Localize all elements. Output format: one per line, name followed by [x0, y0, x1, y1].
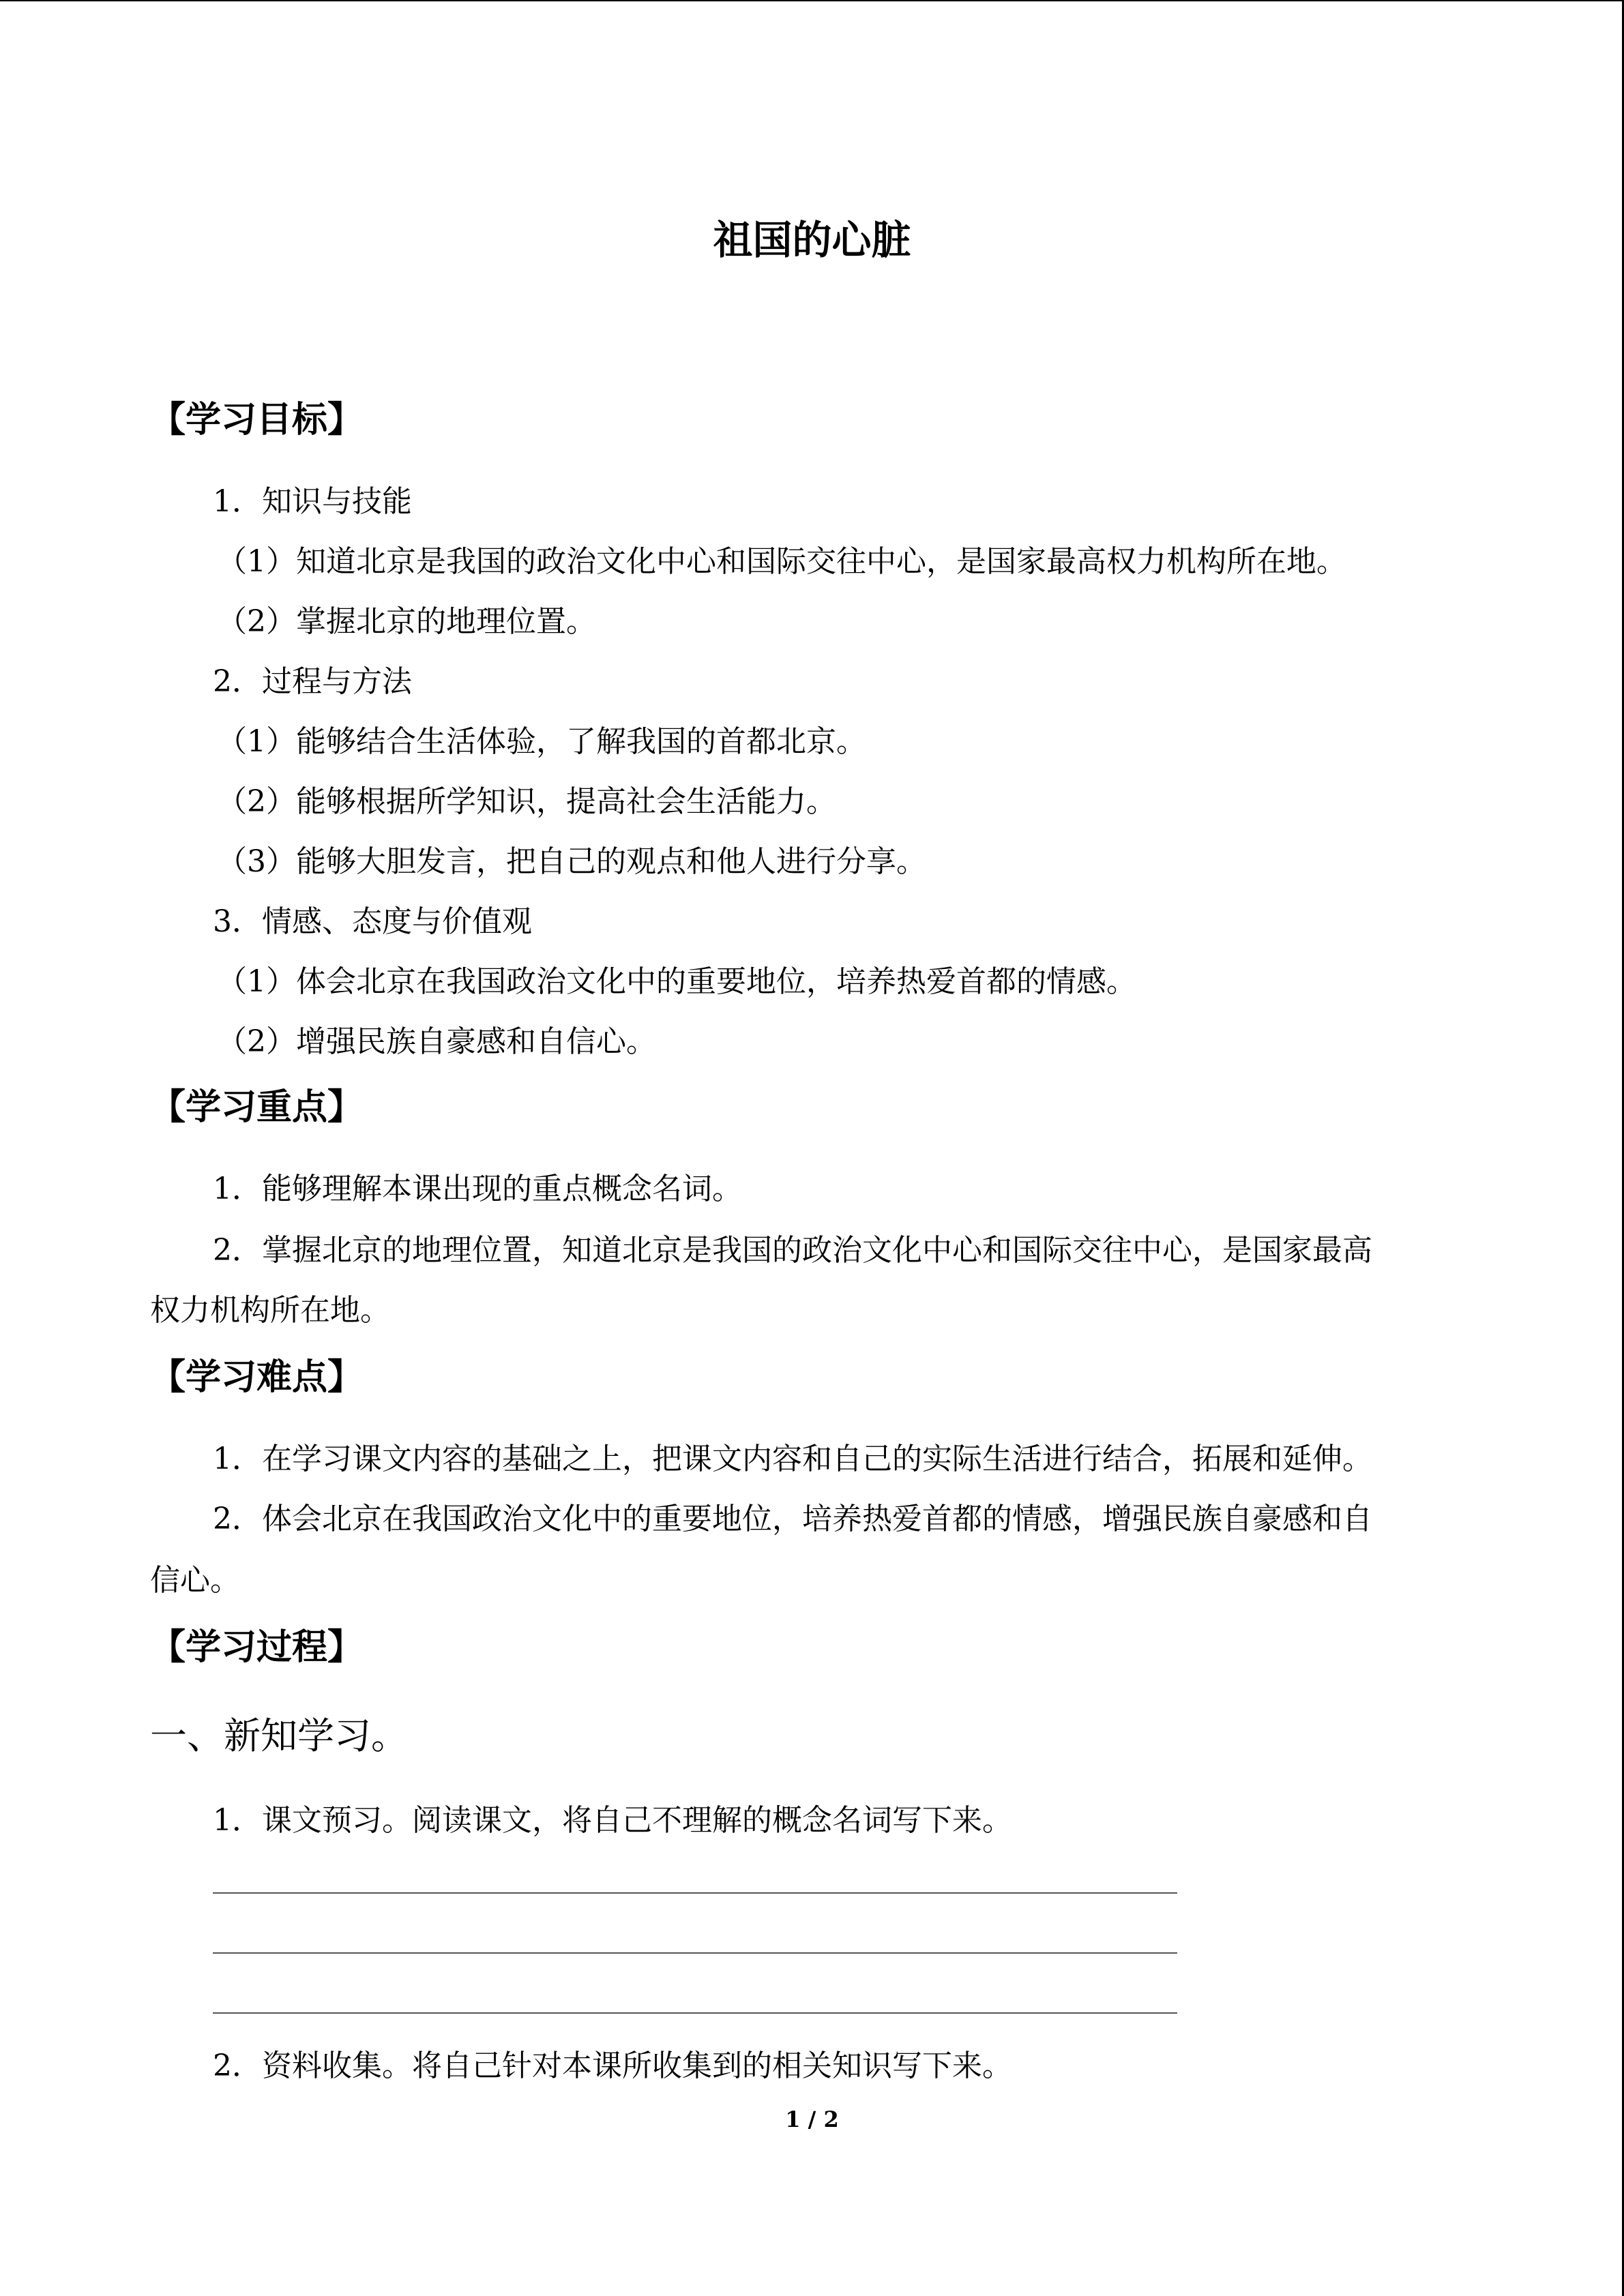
process-task-2: 2．资料收集。将自己针对本课所收集到的相关知识写下来。 [213, 2048, 1012, 2083]
answer-line-1[interactable] [213, 1892, 1177, 1894]
objective-item-3-1: （1）体会北京在我国政治文化中的重要地位，培养热爱首都的情感。 [217, 964, 1136, 999]
difficulty-1: 1．在学习课文内容的基础之上，把课文内容和自己的实际生活进行结合，拓展和延伸。 [213, 1442, 1372, 1476]
heading-key-points: 【学习重点】 [150, 1086, 364, 1128]
objective-item-1: 1．知识与技能 [213, 484, 412, 519]
heading-process: 【学习过程】 [150, 1626, 364, 1668]
heading-objectives: 【学习目标】 [150, 399, 364, 441]
objective-item-2-1: （1）能够结合生活体验，了解我国的首都北京。 [217, 724, 866, 759]
objective-item-1-1: （1）知道北京是我国的政治文化中心和国际交往中心，是国家最高权力机构所在地。 [217, 544, 1346, 579]
objective-item-3: 3．情感、态度与价值观 [213, 904, 532, 939]
objective-item-1-2: （2）掌握北京的地理位置。 [217, 604, 596, 639]
answer-line-3[interactable] [213, 2012, 1177, 2014]
difficulty-2-line-2: 信心。 [150, 1563, 240, 1598]
process-part-1: 一、新知学习。 [150, 1714, 408, 1757]
top-border [0, 0, 1624, 1]
objective-item-3-2: （2）增强民族自豪感和自信心。 [217, 1024, 656, 1059]
heading-difficulties: 【学习难点】 [150, 1356, 364, 1398]
process-task-1: 1．课文预习。阅读课文，将自己不理解的概念名词写下来。 [213, 1803, 1012, 1838]
page-title: 祖国的心脏 [713, 217, 911, 263]
key-point-2-line-2: 权力机构所在地。 [150, 1293, 390, 1328]
page-number: 1 / 2 [785, 2106, 839, 2132]
key-point-2-line-1: 2．掌握北京的地理位置，知道北京是我国的政治文化中心和国际交往中心，是国家最高 [213, 1233, 1372, 1268]
objective-item-2-3: （3）能够大胆发言，把自己的观点和他人进行分享。 [217, 844, 926, 879]
objective-item-2-2: （2）能够根据所学知识，提高社会生活能力。 [217, 784, 836, 819]
key-point-1: 1．能够理解本课出现的重点概念名词。 [213, 1172, 742, 1206]
difficulty-2-line-1: 2．体会北京在我国政治文化中的重要地位，培养热爱首都的情感，增强民族自豪感和自 [213, 1502, 1372, 1536]
objective-item-2: 2．过程与方法 [213, 664, 412, 699]
answer-line-2[interactable] [213, 1952, 1177, 1954]
